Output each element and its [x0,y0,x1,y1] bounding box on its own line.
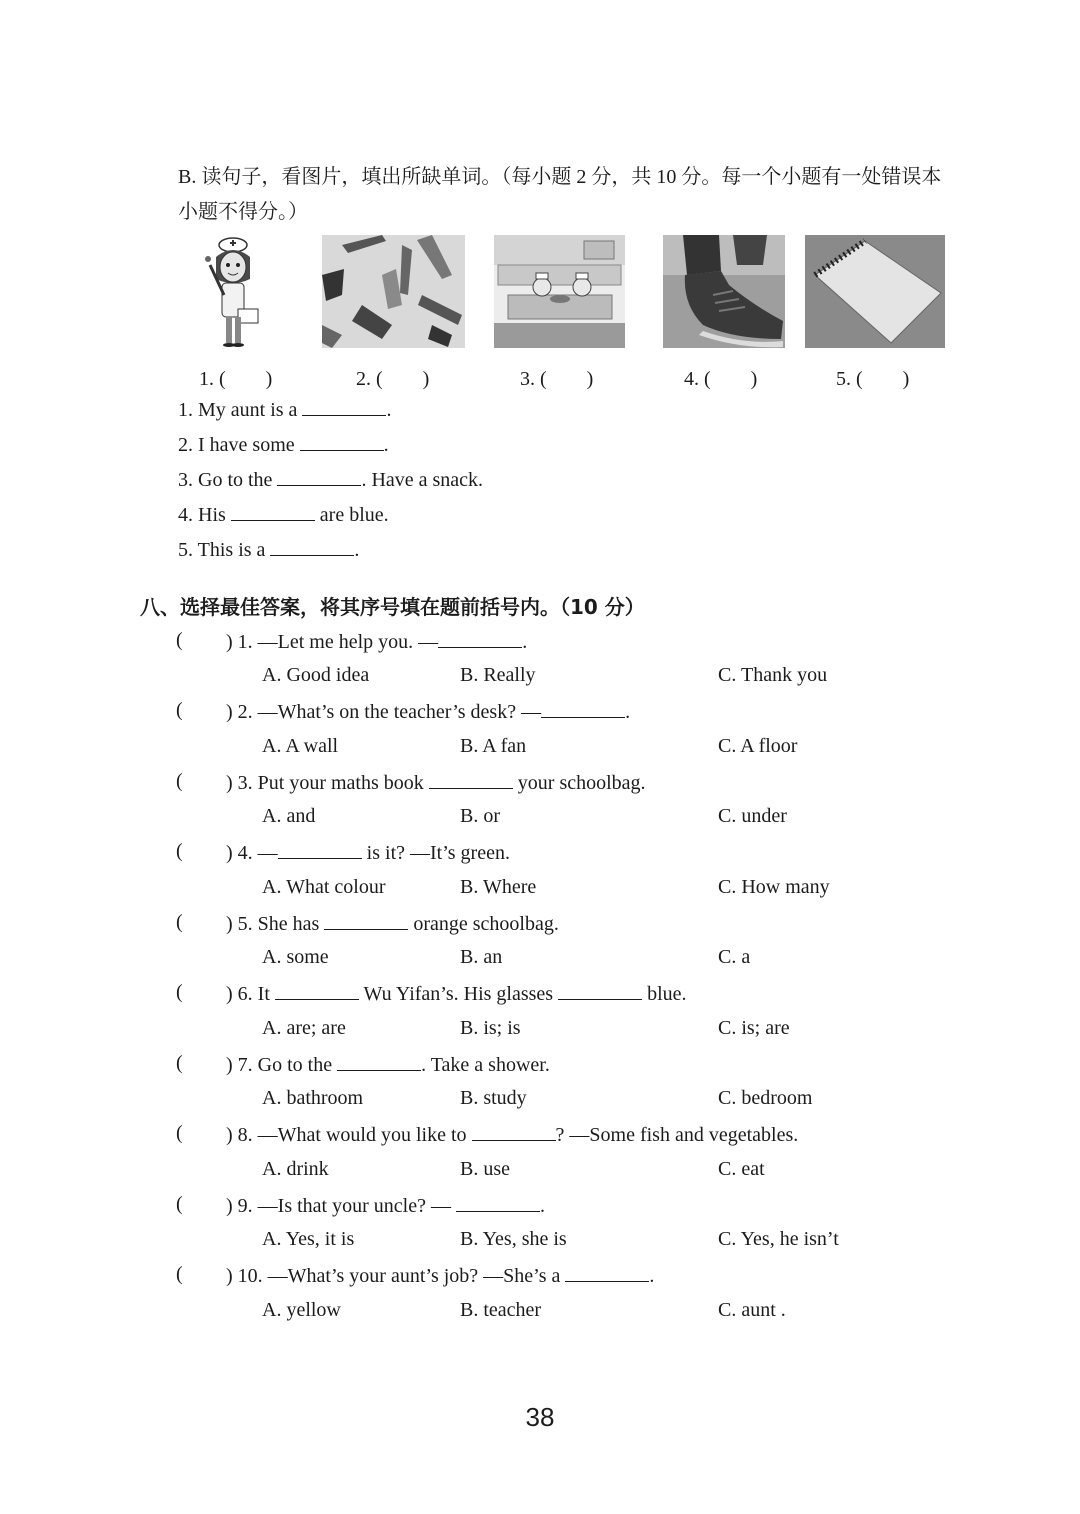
answer-blank[interactable] [300,432,384,451]
picture-label-2: 2. ( ) [356,368,430,390]
answer-blank[interactable] [429,770,513,789]
answer-blank[interactable] [472,1122,556,1141]
section-b-instruction: B. 读句子，看图片，填出所缺单词。（每小题 2 分，共 10 分。每一个小题有一处错误本小题不得分。） [178,166,942,223]
answer-blank[interactable] [565,1263,649,1282]
option-a[interactable]: A. bathroom [262,1087,364,1109]
option-a[interactable]: A. are; are [262,1017,346,1039]
answer-blank[interactable] [277,467,361,486]
nurse-picture [200,235,266,348]
answer-blank[interactable] [278,840,362,859]
fill-sentence-4: 4. His are blue. [178,504,389,526]
kitchen-picture [494,235,625,348]
option-a[interactable]: A. and [262,805,316,827]
answer-blank[interactable] [456,1193,540,1212]
answer-blank[interactable] [438,629,522,648]
option-c[interactable]: C. bedroom [718,1087,813,1109]
option-c[interactable]: C. a [718,946,751,968]
option-b[interactable]: B. Where [460,876,537,898]
knives-picture [322,235,465,348]
answer-blank[interactable] [558,981,642,1000]
option-a[interactable]: A. yellow [262,1299,341,1321]
option-c[interactable]: C. eat [718,1158,765,1180]
option-b[interactable]: B. teacher [460,1299,542,1321]
fill-sentence-3: 3. Go to the . Have a snack. [178,469,484,491]
option-c[interactable]: C. A floor [718,735,798,757]
answer-blank[interactable] [302,397,386,416]
answer-blank[interactable] [270,537,354,556]
fill-sentence-5: 5. This is a . [178,539,360,561]
worksheet-page: B. 读句子，看图片，填出所缺单词。（每小题 2 分，共 10 分。每一个小题有一处错误本小题不得分。） 1. ( ) 2. ( ) 3. ( ) 4. ( ) 5. ( ) 1. My aunt is a . 2. I have some . 3. Go to the . Have a snack. 4. His are blue. 5. This is a . 八、选择最佳答案，将其序号填在题前括号内。（10 分） ( ) 1. —Let me help you. — . A. Good idea B. Really C. Thank you ( ) 2. —What’s on the teacher’s desk? — . A. A wall B. A fan C. A floor ( ) 3. Put your maths book your schoolbag. A. and B. or C. under ( ) 4. — is it? —It’s green. A. What colour B. Where C. How many ( ) 5. She has orange schoolbag. A. some B. an C. a ( ) 6. It Wu Yifan’s. His glasses blue. A. are; are B. is; is C. is; are ( ) 7. Go to the . Take a shower. A. bathroom B. study C. bedroom ( ) 8. —What would you like to ? —Some fish and vegetables. A. drink B. use C. eat ( ) 9. —Is that your uncle? — . A. Yes, it is B. Yes, she is C. Yes, he isn’t ( ) 10. —What’s your aunt’s job? —She’s a . A. yellow B. teacher C. aunt . 38 [0,0,1080,1514]
option-a[interactable]: A. Yes, it is [262,1228,355,1250]
option-c[interactable]: C. aunt . [718,1299,786,1321]
option-a[interactable]: A. drink [262,1158,329,1180]
picture-label-4: 4. ( ) [684,368,758,390]
shoes-picture [663,235,785,348]
answer-blank[interactable] [337,1052,421,1071]
option-b[interactable]: B. use [460,1158,510,1180]
option-c[interactable]: C. How many [718,876,830,898]
option-b[interactable]: B. an [460,946,503,968]
answer-blank[interactable] [275,981,359,1000]
option-c[interactable]: C. is; are [718,1017,790,1039]
fill-sentence-2: 2. I have some . [178,434,389,456]
option-a[interactable]: A. Good idea [262,664,370,686]
page-number: 38 [525,1402,555,1432]
answer-blank[interactable] [324,911,408,930]
picture-label-1: 1. ( ) [199,368,273,390]
section-8-title: 八、选择最佳答案，将其序号填在题前括号内。（10 分） [140,595,645,619]
option-b[interactable]: B. Really [460,664,536,686]
picture-label-3: 3. ( ) [520,368,594,390]
option-a[interactable]: A. A wall [262,735,339,757]
option-b[interactable]: B. study [460,1087,527,1109]
option-a[interactable]: A. What colour [262,876,386,898]
option-c[interactable]: C. Thank you [718,664,828,686]
picture-label-5: 5. ( ) [836,368,910,390]
answer-blank[interactable] [541,699,625,718]
notebook-picture [805,235,945,348]
option-a[interactable]: A. some [262,946,329,968]
option-b[interactable]: B. is; is [460,1017,521,1039]
fill-sentence-1: 1. My aunt is a . [178,399,392,421]
option-b[interactable]: B. Yes, she is [460,1228,567,1250]
answer-blank[interactable] [231,502,315,521]
option-b[interactable]: B. or [460,805,500,827]
option-c[interactable]: C. under [718,805,787,827]
option-c[interactable]: C. Yes, he isn’t [718,1228,839,1250]
option-b[interactable]: B. A fan [460,735,527,757]
